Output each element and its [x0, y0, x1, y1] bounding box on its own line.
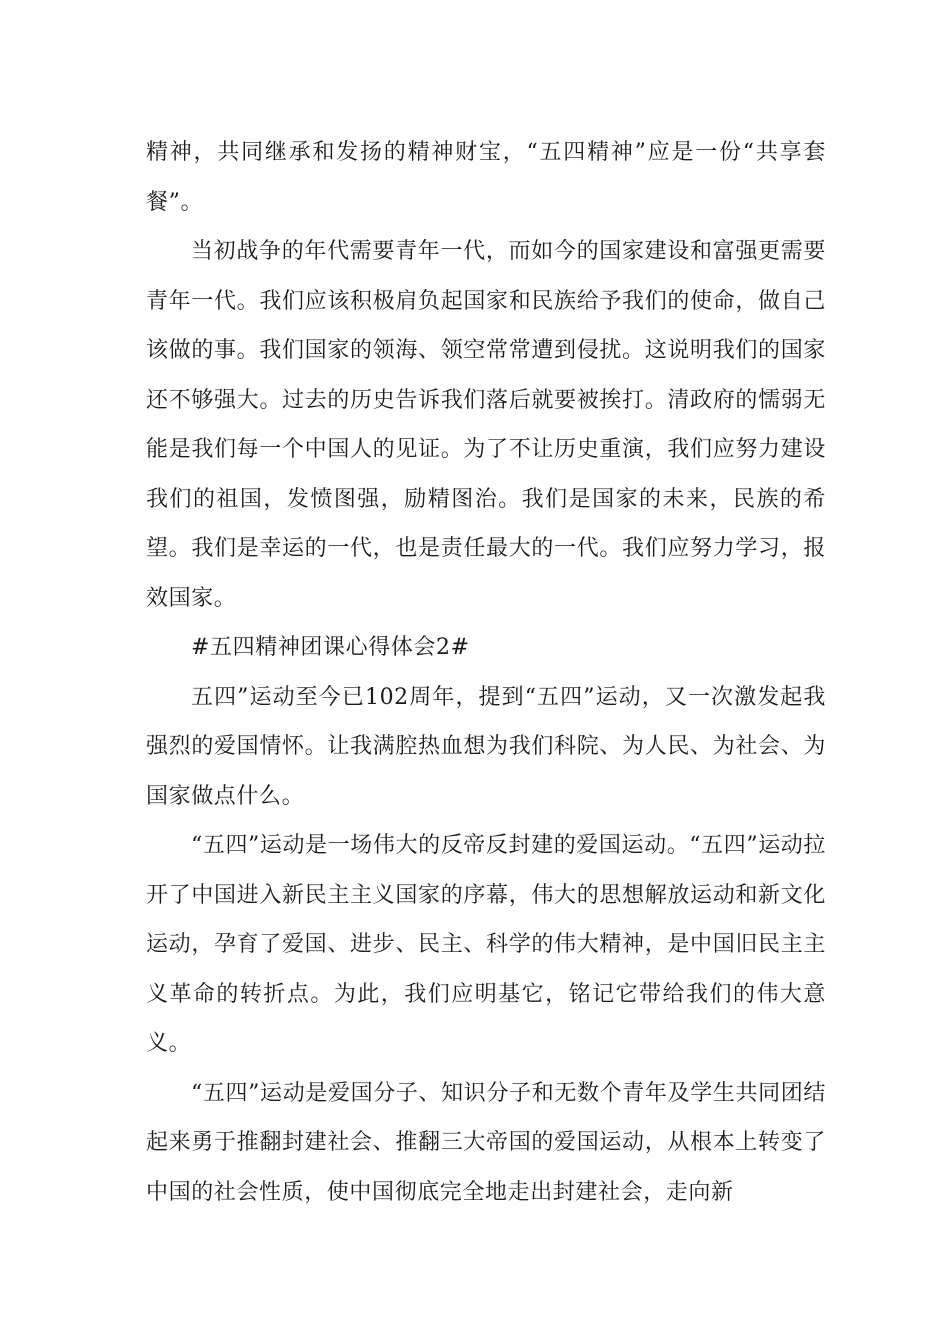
section-heading: #五四精神团课心得体会2# — [191, 635, 470, 660]
paragraph-4: “五四”运动是一场伟大的反帝反封建的爱国运动。“五四”运动拉开了中国进入新民主主义国家的序幕，伟大的思想解放运动和新文化运动，孕育了爱国、进步、民主、科学的伟大精神，是中国旧民主主义革命的转折点。为此，我们应明基它，铭记它带给我们的伟大意义。 — [146, 833, 826, 1056]
paragraph-2: 当初战争的年代需要青年一代，而如今的国家建设和富强更需要青年一代。我们应该积极肩负起国家和民族给予我们的使命，做自己该做的事。我们国家的领海、领空常常遭到侵扰。这说明我们的国家还不够强大。过去的历史告诉我们落后就要被挨打。清政府的懦弱无能是我们每一个中国人的见证。为了不让历史重演，我们应努力建设我们的祖国，发愤图强，励精图治。我们是国家的未来，民族的希望。我们是幸运的一代，也是责任最大的一代。我们应努力学习，报效国家。 — [146, 239, 826, 611]
body-text — [146, 128, 826, 1217]
paragraph-5: “五四”运动是爱国分子、知识分子和无数个青年及学生共同团结起来勇于推翻封建社会、推翻三大帝国的爱国运动，从根本上转变了中国的社会性质，使中国彻底完全地走出封建社会，走向新 — [146, 1080, 826, 1205]
paragraph-1: 精神，共同继承和发扬的精神财宝，“五四精神”应是一份“共享套餐”。 — [146, 140, 826, 215]
paragraph-3: 五四”运动至今已102周年，提到“五四”运动，又一次激发起我强烈的爱国情怀。让我满腔热血想为我们科院、为人民、为社会、为国家做点什么。 — [146, 684, 826, 809]
